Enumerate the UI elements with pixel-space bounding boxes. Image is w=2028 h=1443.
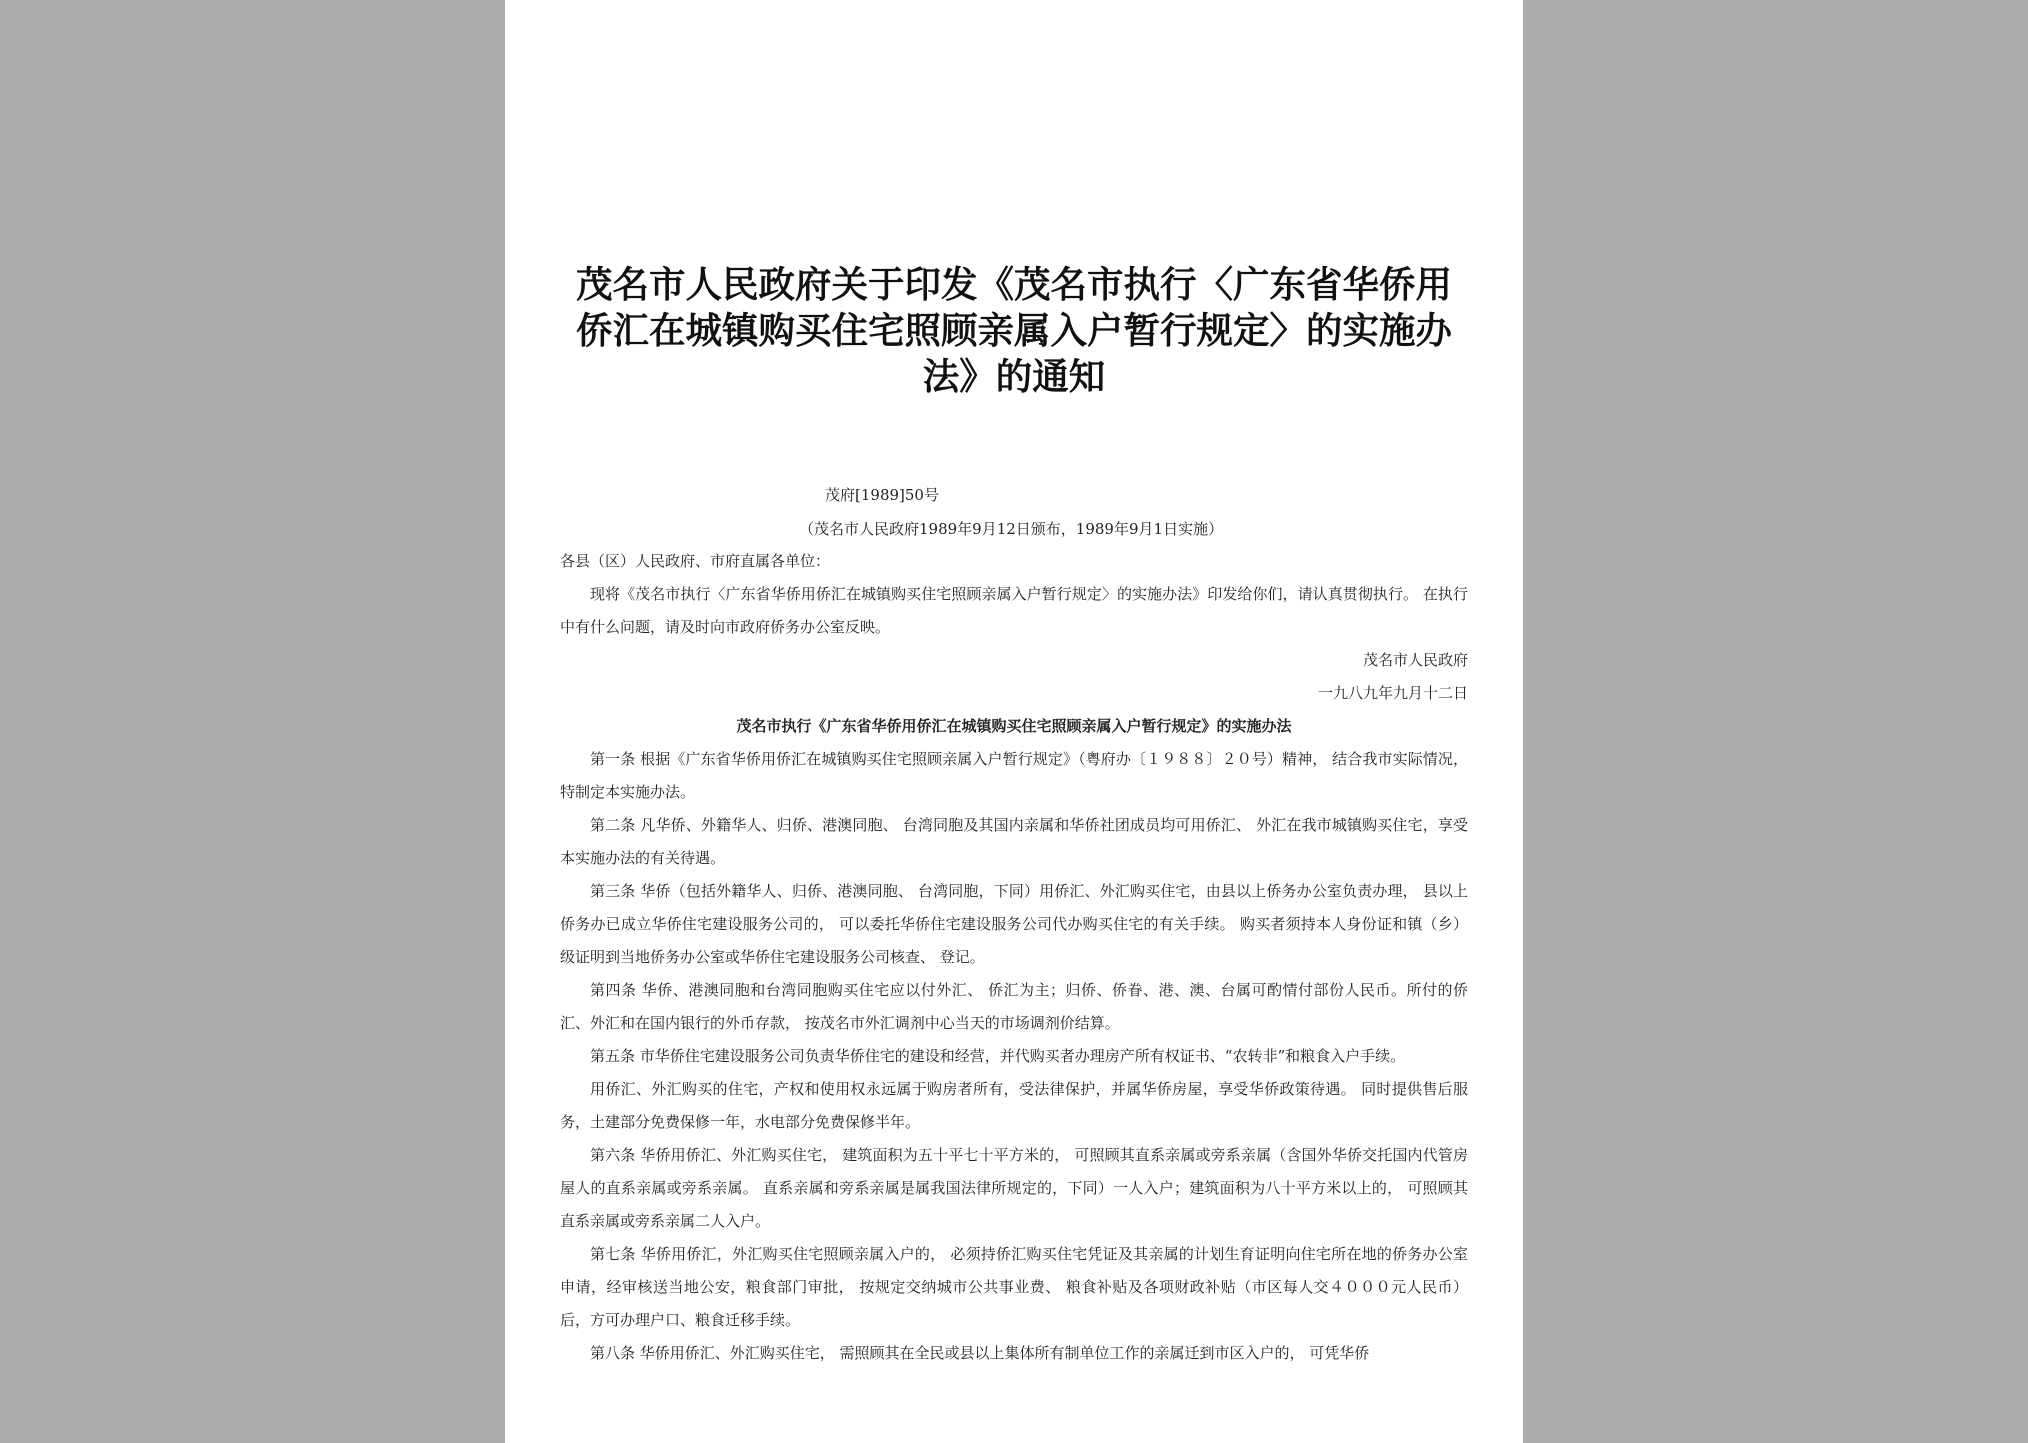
measures-title: 茂名市执行《广东省华侨用侨汇在城镇购买住宅照顾亲属入户暂行规定》的实施办法 [736,717,1292,735]
title-line: 侨汇在城镇购买住宅照顾亲属入户暂行规定〉的实施办 [576,309,1452,352]
article-2: 第二条 凡华侨、外籍华人、归侨、港澳同胞、 台湾同胞及其国内亲属和华侨社团成员均可用侨汇、 外汇在我市城镇购买住宅，享受本实施办法的有关待遇。 [560,816,1468,867]
article-6: 第六条 华侨用侨汇、外汇购买住宅， 建筑面积为五十平七十平方米的， 可照顾其直系亲属或旁系亲属（含国外华侨交托国内代管房屋人的直系亲属或旁系亲属。 直系亲属和旁系亲属是属我国法律所规定的，下同）一人入户；建筑面积为八十平方米以上的， 可照顾其直系亲属或旁系亲属二人入户。 [560,1146,1468,1230]
article-7: 第七条 华侨用侨汇，外汇购买住宅照顾亲属入户的， 必须持侨汇购买住宅凭证及其亲属的计划生育证明向住宅所在地的侨务办公室申请，经审核送当地公安，粮食部门审批， 按规定交纳城市公共事业费、 粮食补贴及各项财政补贴（市区每人交４０００元人民币）后，方可办理户口、粮食迁移手续。 [560,1245,1468,1329]
document-page [505,0,1523,1443]
notice-paragraph: 现将《茂名市执行〈广东省华侨用侨汇在城镇购买住宅照顾亲属入户暂行规定〉的实施办法》印发给你们，请认真贯彻执行。 在执行中有什么问题，请及时向市政府侨务办公室反映。 [560,585,1468,636]
signature-date: 一九八九年九月十二日 [1317,684,1468,702]
promulgation-note: （茂名市人民政府1989年9月12日颁布，1989年9月1日实施） [799,520,1224,538]
title-line: 茂名市人民政府关于印发《茂名市执行〈广东省华侨用 [576,263,1452,306]
article-4: 第四条 华侨、港澳同胞和台湾同胞购买住宅应以付外汇、 侨汇为主；归侨、侨眷、港、澳、台属可酌情付部份人民币。所付的侨汇、外汇和在国内银行的外币存款， 按茂名市外汇调剂中心当天的市场调剂价结算。 [560,981,1468,1032]
document-number: 茂府[1989]50号 [825,486,939,504]
article-1: 第一条 根据《广东省华侨用侨汇在城镇购买住宅照顾亲属入户暂行规定》（粤府办〔１９８８〕２０号）精神， 结合我市实际情况，特制定本实施办法。 [560,750,1468,801]
document-body [560,578,1468,1370]
document-title [565,262,1463,400]
article-3: 第三条 华侨（包括外籍华人、归侨、港澳同胞、 台湾同胞，下同）用侨汇、外汇购买住宅，由县以上侨务办公室负责办理， 县以上侨务办已成立华侨住宅建设服务公司的， 可以委托华侨住宅建设服务公司代办购买住宅的有关手续。 购买者须持本人身份证和镇（乡）级证明到当地侨务办公室或华侨住宅建设服务公司核查、 登记。 [560,882,1468,966]
title-line: 法》的通知 [922,355,1106,398]
addressee: 各县（区）人民政府、市府直属各单位： [560,552,831,570]
article-5: 第五条 市华侨住宅建设服务公司负责华侨住宅的建设和经营，并代购买者办理房产所有权证书、“农转非”和粮食入户手续。 [590,1047,1406,1065]
article-5-continued: 用侨汇、外汇购买的住宅，产权和使用权永远属于购房者所有，受法律保护，并属华侨房屋，享受华侨政策待遇。 同时提供售后服务，土建部分免费保修一年，水电部分免费保修半年。 [560,1080,1468,1131]
article-8: 第八条 华侨用侨汇、外汇购买住宅， 需照顾其在全民或县以上集体所有制单位工作的亲属迁到市区入户的， 可凭华侨 [590,1344,1370,1362]
signature: 茂名市人民政府 [1362,651,1468,669]
